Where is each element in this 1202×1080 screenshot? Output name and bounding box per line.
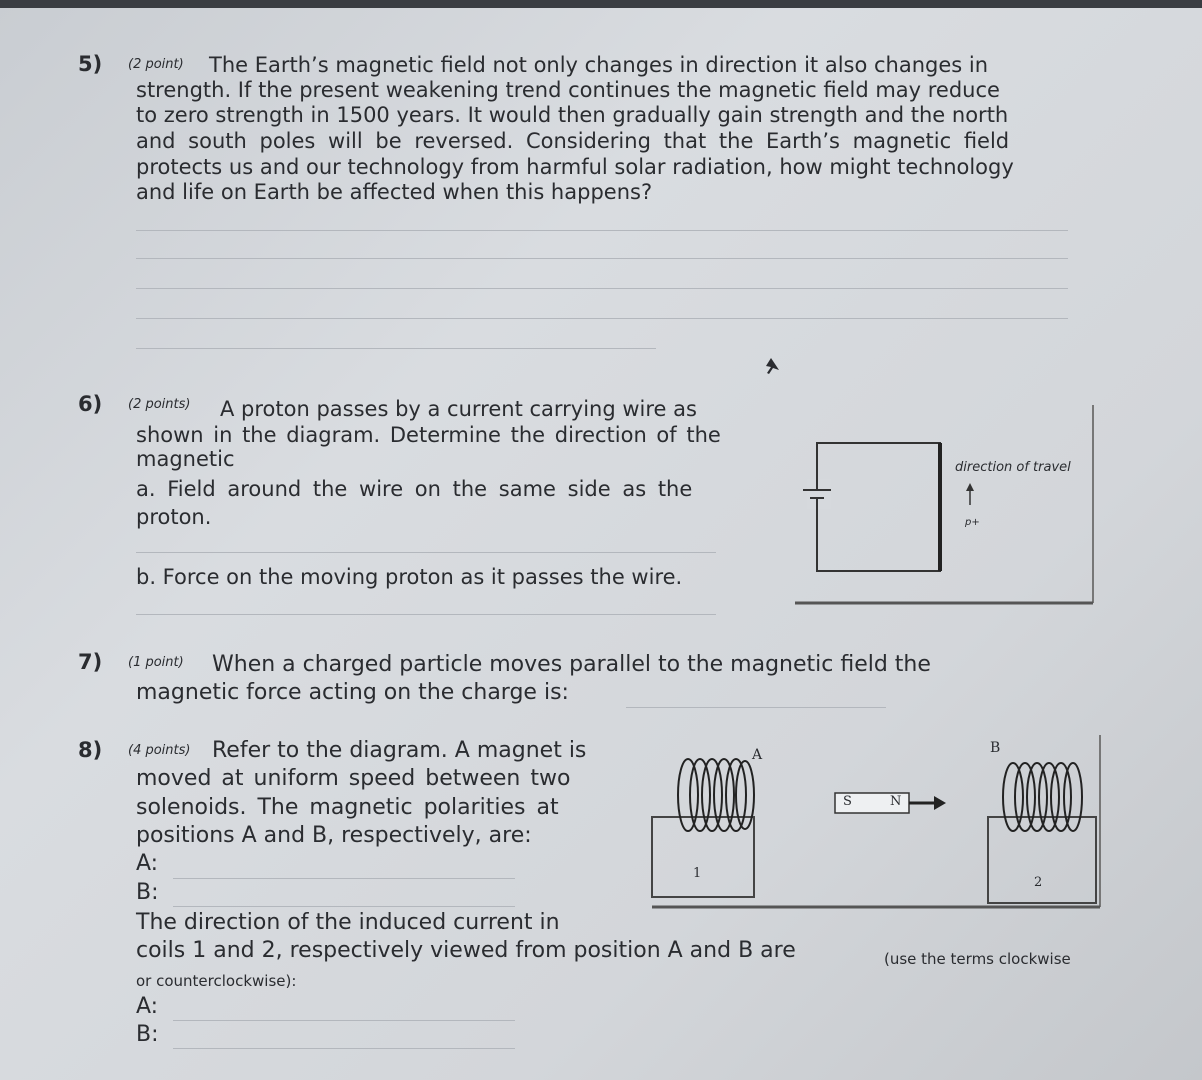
coil-2-label: 2 — [1034, 875, 1043, 890]
part-b-line: b. Force on the moving proton as it passes the wire. — [136, 565, 683, 589]
coil-1-label: 1 — [693, 866, 702, 881]
hint-text: (use the terms clockwise — [884, 950, 1071, 968]
answer-line-b[interactable] — [173, 906, 515, 907]
question-number: 5) — [78, 52, 103, 76]
mouse-cursor-icon — [765, 358, 781, 376]
direction-of-travel-label: direction of travel — [955, 460, 1071, 475]
question-text-line: moved at uniform speed between two — [136, 766, 571, 791]
question-text-line: Refer to the diagram. A magnet is — [212, 738, 587, 763]
question-text-line: coils 1 and 2, respectively viewed from position A and B are — [136, 938, 796, 963]
question-text-line: magnetic force acting on the charge is: — [136, 680, 569, 705]
question-text-line: and south poles will be reversed. Considering that the Earth’s magnetic field — [136, 129, 1010, 153]
points-label: (2 points) — [128, 397, 191, 412]
answer-line-a[interactable] — [173, 878, 515, 879]
question-text-line: A proton passes by a current carrying wire as — [220, 397, 697, 421]
points-label: (2 point) — [128, 57, 184, 72]
question-text-line: magnetic — [136, 447, 235, 471]
answer-line[interactable] — [626, 707, 886, 708]
magnet-south-label: S — [843, 794, 852, 809]
question-6 — [78, 392, 798, 632]
answer-line-a2[interactable] — [173, 1020, 515, 1021]
part-a-line: a. Field around the wire on the same side as the — [136, 477, 693, 501]
question-5 — [78, 52, 1078, 362]
question-number: 6) — [78, 392, 103, 416]
blank-b-label: B: — [136, 880, 159, 905]
question-number: 7) — [78, 650, 103, 674]
question-text-line: When a charged particle moves parallel to the magnetic field the — [212, 652, 931, 677]
wire-proton-diagram — [795, 405, 1100, 610]
answer-line[interactable] — [136, 230, 1068, 231]
points-label: (4 points) — [128, 743, 191, 758]
magnet-north-label: N — [890, 794, 902, 809]
question-7 — [78, 650, 1078, 710]
blank-b2-label: B: — [136, 1022, 159, 1047]
wire-circuit — [795, 405, 1100, 610]
answer-line-b2[interactable] — [173, 1048, 515, 1049]
answer-line[interactable] — [136, 348, 656, 349]
question-text-line: protects us and our technology from harmful solar radiation, how might technology — [136, 155, 1014, 179]
answer-line-b[interactable] — [136, 614, 716, 615]
points-label: (1 point) — [128, 655, 184, 670]
question-text-line: solenoids. The magnetic polarities at — [136, 795, 559, 820]
hint-text: or counterclockwise): — [136, 972, 297, 990]
question-text-line: The Earth’s magnetic field not only changes in direction it also changes in — [209, 53, 989, 77]
blank-a2-label: A: — [136, 994, 159, 1019]
question-text-line: positions A and B, respectively, are: — [136, 823, 532, 848]
blank-a-label: A: — [136, 851, 159, 876]
top-edge — [0, 0, 1202, 8]
position-a-label: A — [752, 747, 763, 763]
answer-line[interactable] — [136, 258, 1068, 259]
answer-line[interactable] — [136, 288, 1068, 289]
answer-line[interactable] — [136, 318, 1068, 319]
question-text-line: The direction of the induced current in — [136, 910, 560, 935]
question-number: 8) — [78, 738, 103, 762]
question-text-line: to zero strength in 1500 years. It would then gradually gain strength and the north — [136, 103, 1009, 127]
proton-label: p+ — [965, 517, 980, 528]
answer-line-a[interactable] — [136, 552, 716, 553]
question-text-line: and life on Earth be affected when this happens? — [136, 180, 653, 204]
question-text-line: shown in the diagram. Determine the direction of the — [136, 423, 721, 447]
part-a-line: proton. — [136, 505, 212, 529]
question-text-line: strength. If the present weakening trend continues the magnetic field may reduce — [136, 78, 1000, 102]
solenoid-magnet-diagram — [648, 735, 1108, 915]
position-b-label: B — [990, 740, 1001, 756]
